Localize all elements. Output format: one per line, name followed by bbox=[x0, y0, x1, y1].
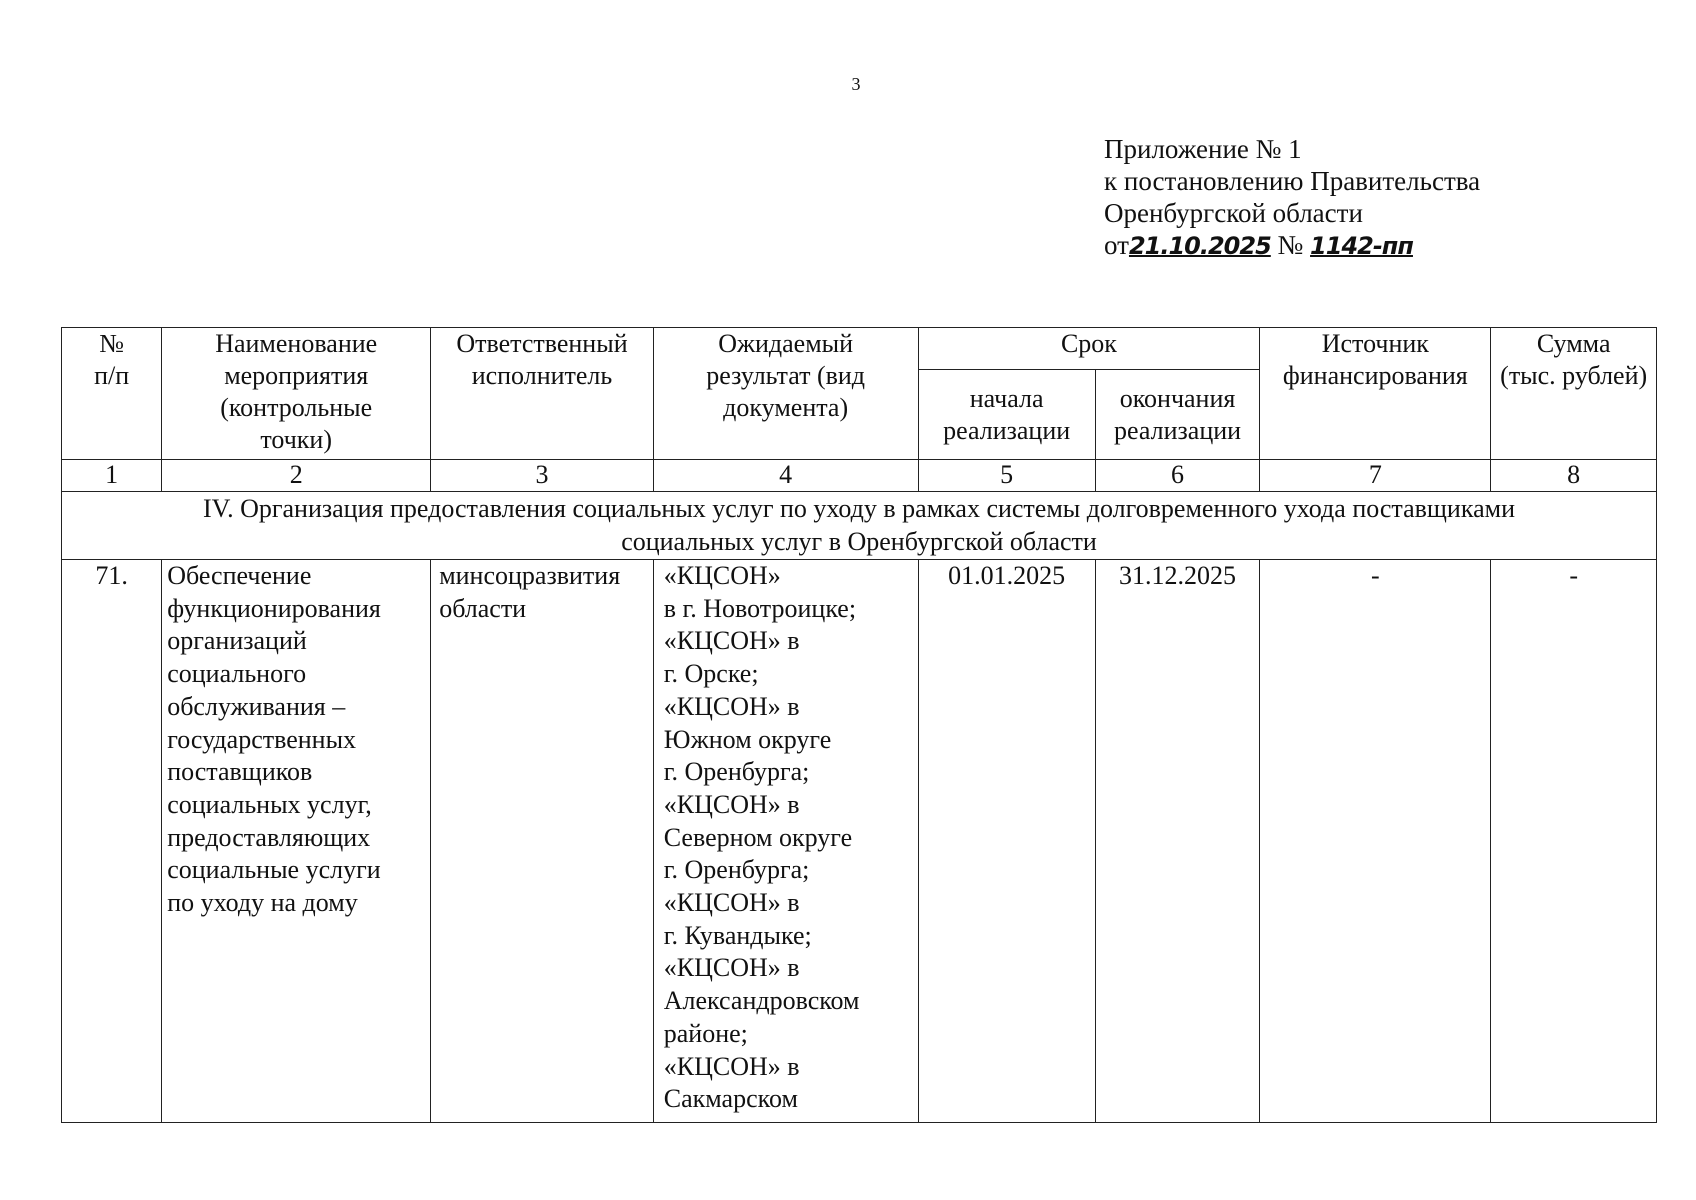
handwritten-date: 21.10.2025 bbox=[1128, 232, 1271, 260]
header-sum: Сумма (тыс. рублей) bbox=[1491, 328, 1657, 460]
column-number: 4 bbox=[653, 460, 918, 492]
appendix-block bbox=[1104, 133, 1480, 262]
plan-table bbox=[61, 327, 1657, 1123]
row-number: 71. bbox=[62, 560, 162, 1123]
appendix-date-prefix: от bbox=[1104, 230, 1129, 260]
column-number: 6 bbox=[1095, 460, 1260, 492]
header-name: Наименование мероприятия (контрольные точки) bbox=[162, 328, 431, 460]
column-number-row bbox=[62, 460, 1657, 492]
appendix-date-number bbox=[1104, 229, 1480, 262]
appendix-region: Оренбургской области bbox=[1104, 198, 1363, 228]
row-name: Обеспечение функционирования организаций социального обслуживания – государственных поставщиков социальных услуг, предоставляющих социальные услуги по уходу на дому bbox=[162, 560, 431, 1123]
header-source: Источник финансирования bbox=[1260, 328, 1491, 460]
column-number: 1 bbox=[62, 460, 162, 492]
column-number: 5 bbox=[918, 460, 1095, 492]
handwritten-number: 1142-пп bbox=[1310, 232, 1413, 260]
row-sum: - bbox=[1491, 560, 1657, 1123]
header-end: окончания реализации bbox=[1095, 370, 1260, 460]
column-number: 2 bbox=[162, 460, 431, 492]
row-end-date: 31.12.2025 bbox=[1095, 560, 1260, 1123]
appendix-number-sign: № bbox=[1277, 230, 1304, 260]
row-funding-source: - bbox=[1260, 560, 1491, 1123]
section-title: IV. Организация предоставления социальных услуг по уходу в рамках системы долговременного ухода поставщиками социальных услуг в Оренбургской области bbox=[62, 492, 1657, 560]
header-result: Ожидаемый результат (вид документа) bbox=[653, 328, 918, 460]
column-number: 8 bbox=[1491, 460, 1657, 492]
header-start: начала реализации bbox=[918, 370, 1095, 460]
column-number: 3 bbox=[431, 460, 654, 492]
row-result: «КЦСОН» в г. Новотроицке; «КЦСОН» в г. Орске; «КЦСОН» в Южном округе г. Оренбурга; «КЦСОН» в Северном округе г. Оренбурга; «КЦСОН» в г. Кувандыке; «КЦСОН» в Александровском районе; «КЦСОН» в Сакмарском bbox=[653, 560, 918, 1123]
row-start-date: 01.01.2025 bbox=[918, 560, 1095, 1123]
appendix-resolution: к постановлению Правительства bbox=[1104, 166, 1481, 196]
page-number: 3 bbox=[851, 74, 861, 94]
table-row bbox=[62, 560, 1657, 1123]
header-responsible: Ответственный исполнитель bbox=[431, 328, 654, 460]
row-responsible: минсоцразвития области bbox=[431, 560, 654, 1123]
header-term: Срок bbox=[918, 328, 1260, 370]
header-num: № п/п bbox=[62, 328, 162, 460]
appendix-title: Приложение № 1 bbox=[1104, 134, 1302, 164]
column-number: 7 bbox=[1260, 460, 1491, 492]
